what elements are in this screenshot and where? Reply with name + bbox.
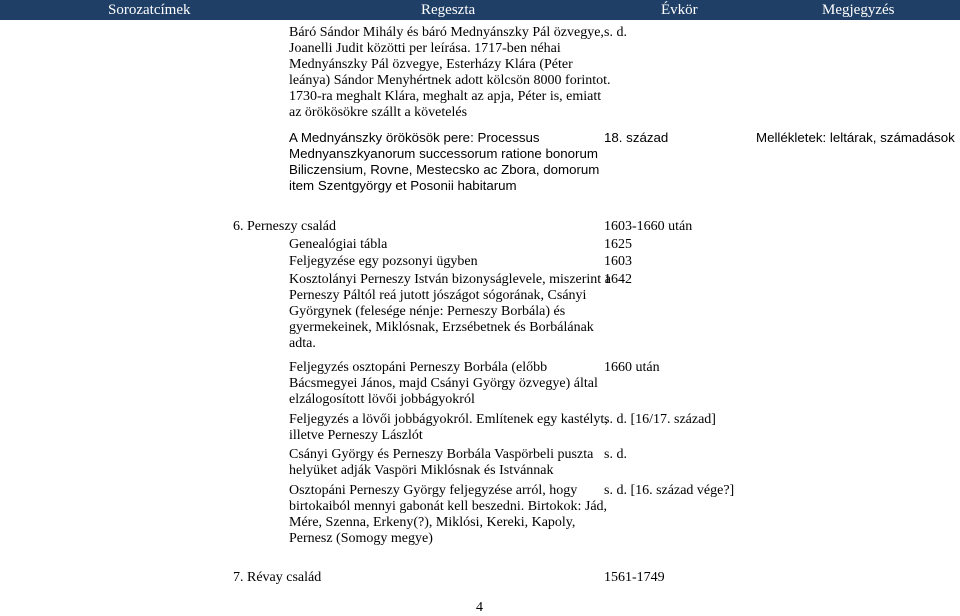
- entry-note: Mellékletek: leltárak, számadások: [756, 130, 955, 145]
- entry-date: s. d.: [604, 25, 627, 40]
- regeszta-entry: Feljegyzés osztopáni Perneszy Borbála (előbb Bácsmegyei János, majd Csányi György özvegye) által elzálogosított lövői jobbágyokról: [289, 360, 598, 407]
- series-title: 6. Perneszy család: [233, 219, 337, 234]
- entry-date: 1603: [604, 254, 632, 269]
- regeszta-entry: Osztopáni Perneszy György feljegyzése arról, hogy birtokaiból mennyi gabonát kell beszedni. Birtokok: Jád, Mére, Szenna, Erkeny(?), Miklósi, Kereki, Kapoly, Pernesz (Somogy megye): [289, 483, 608, 546]
- header-regeszta: Regeszta: [421, 2, 476, 18]
- entry-date: 1660 után: [604, 360, 660, 375]
- regeszta-entry: Báró Sándor Mihály és báró Mednyánszky Pál özvegye, Joanelli Judit közötti per leírása. 1717-ben néhai Mednyánszky Pál özvegye, Esterházy Klára (Péter leánya) Sándor Menyhértnek adott kölcsön 8000 forintot. 1730-ra meghalt Klára, meghalt az apja, Péter is, emiatt az örökösökre szállt a követelés: [289, 25, 611, 120]
- regeszta-entry: Feljegyzése egy pozsonyi ügyben: [289, 254, 478, 269]
- page-number: 4: [476, 600, 483, 615]
- regeszta-entry: Genealógiai tábla: [289, 237, 388, 252]
- regeszta-entry: Feljegyzés a lövői jobbágyokról. Említenek egy kastélyt, illetve Perneszy Lászlót: [289, 412, 608, 443]
- regeszta-entry: Kosztolányi Perneszy István bizonyságlevele, miszerint a Perneszy Páltól reá jutott jószágot sógorának, Csányi Györgynek (felesége nénje: Perneszy Borbála) és gyermekeinek, Miklósnak, Erzsébetnek és Borbálának adta.: [289, 272, 611, 351]
- series-title: 7. Révay család: [233, 570, 322, 585]
- header-series-titles: Sorozatcímek: [108, 2, 191, 18]
- entry-date: 18. század: [604, 130, 669, 145]
- header-evkor: Évkör: [661, 2, 698, 18]
- series-date-range: 1561-1749: [604, 570, 665, 585]
- entry-date: 1625: [604, 237, 632, 252]
- regeszta-entry: Csányi György és Perneszy Borbála Vaspörbeli puszta helyüket adják Vaspöri Miklósnak és Istvánnak: [289, 447, 594, 478]
- entry-date: s. d. [16. század vége?]: [604, 483, 735, 498]
- column-header-bar: [0, 0, 960, 20]
- series-date-range: 1603-1660 után: [604, 219, 693, 234]
- entry-date: 1642: [604, 272, 632, 287]
- entry-date: s. d. [16/17. század]: [604, 412, 716, 427]
- entry-date: s. d.: [604, 447, 627, 462]
- header-megjegyzes: Megjegyzés: [822, 2, 895, 18]
- regeszta-entry: A Mednyánszky örökösök pere: Processus Mednyanszkyanorum successorum ratione bonorum Biliczensium, Rovne, Mestecsko ac Zbora, domorum item Szentgyörgy et Posonii habitarum: [289, 130, 600, 193]
